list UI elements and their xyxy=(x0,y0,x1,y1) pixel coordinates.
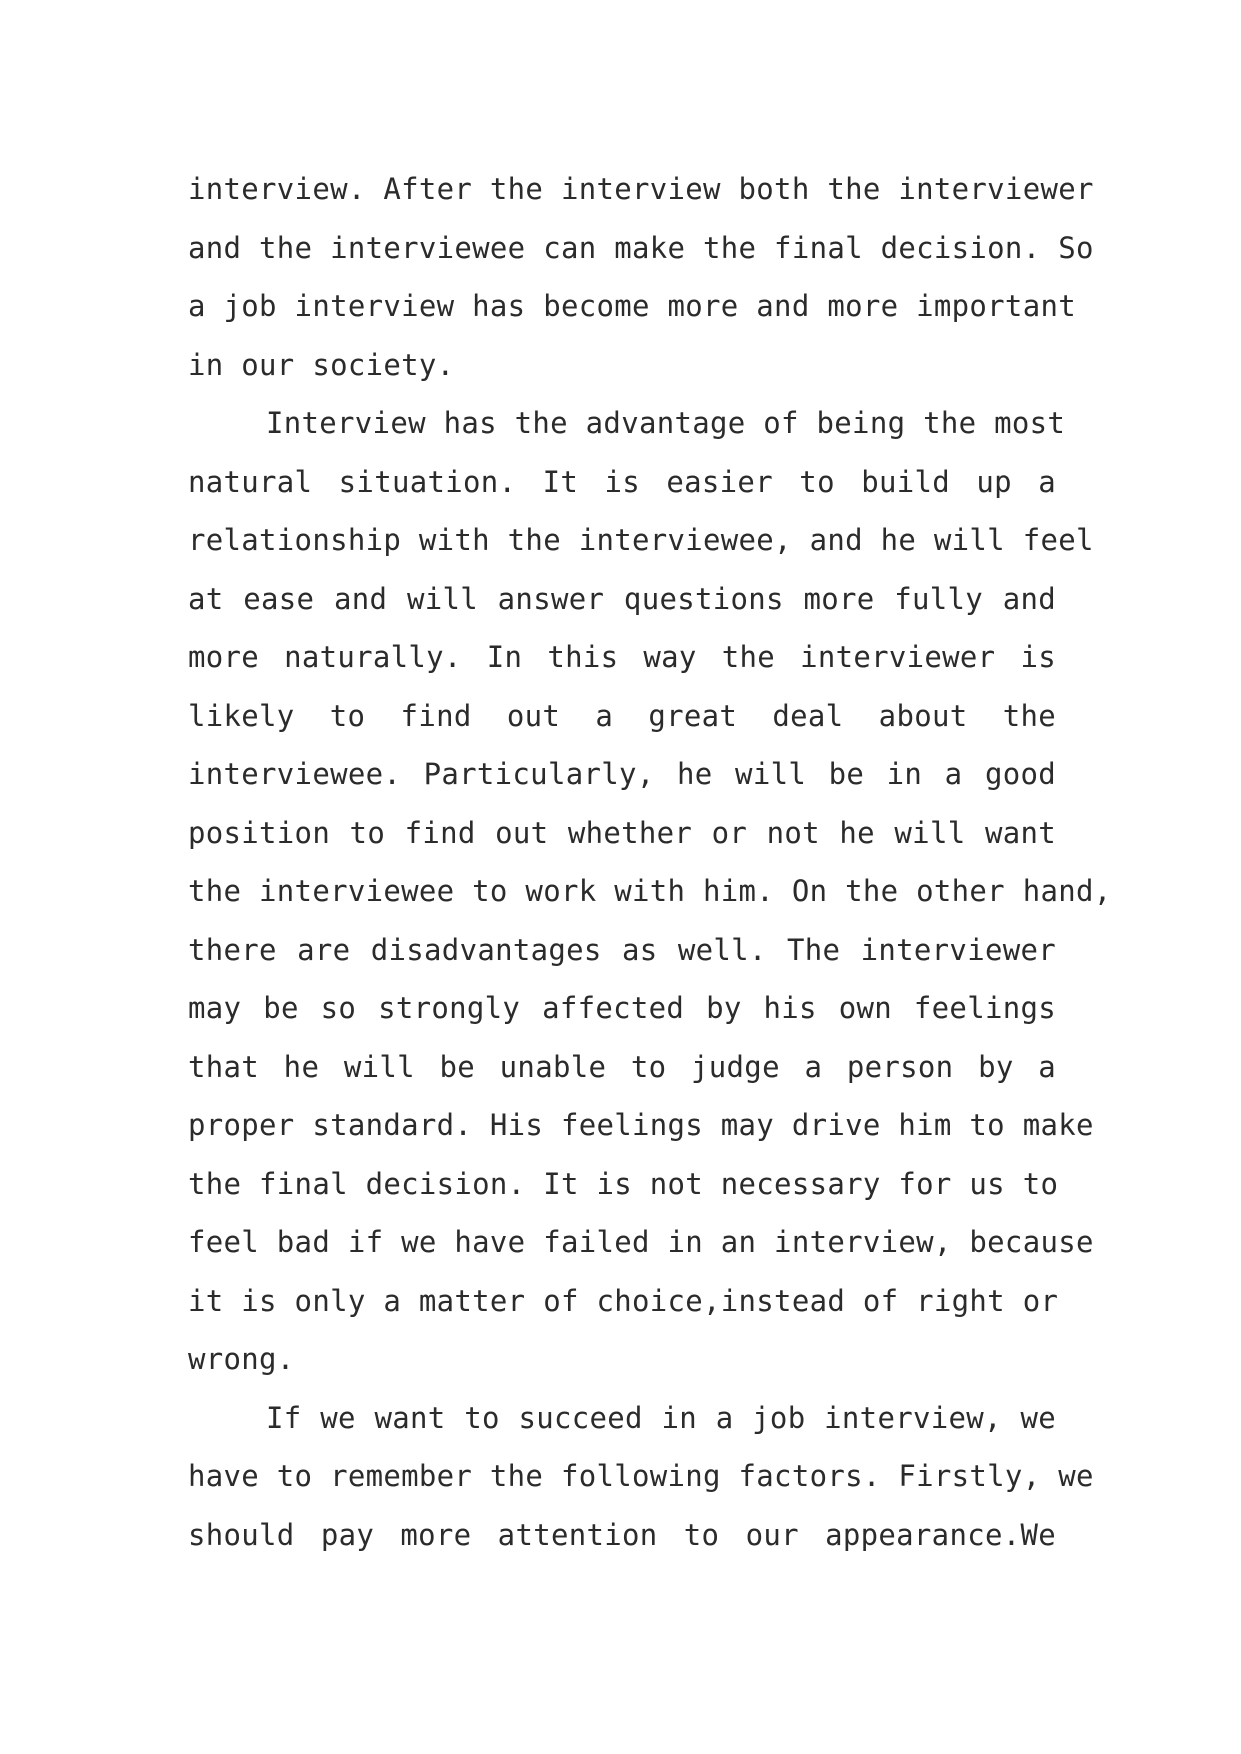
text-line: more naturally. In this way the interviewer is xyxy=(188,640,1056,674)
text-line: may be so strongly affected by his own feelings xyxy=(188,991,1056,1025)
text-line: relationship with the interviewee, and he will feel xyxy=(188,523,1094,557)
text-line: wrong. xyxy=(188,1342,295,1376)
text-line: in our society. xyxy=(188,347,455,382)
text-line: a job interview has become more and more important xyxy=(188,289,1076,323)
text-line: should pay more attention to our appearance.We xyxy=(188,1517,1056,1552)
text-line: it is only a matter of choice,instead of right or xyxy=(188,1283,1059,1318)
text-line: proper standard. His feelings may drive him to make xyxy=(188,1108,1094,1142)
text-line: position to find out whether or not he will want xyxy=(188,815,1056,850)
text-line: the interviewee to work with him. On the other hand, xyxy=(188,874,1112,908)
text-line: the final decision. It is not necessary for us to xyxy=(188,1166,1059,1201)
document-body xyxy=(188,160,1112,1564)
text-line: and the interviewee can make the final decision. So xyxy=(188,230,1094,265)
text-line: have to remember the following factors. Firstly, we xyxy=(188,1459,1094,1493)
text-line: that he will be unable to judge a person by a xyxy=(188,1049,1056,1084)
text-line: feel bad if we have failed in an interview, because xyxy=(188,1225,1094,1259)
text-line: there are disadvantages as well. The interviewer xyxy=(188,932,1056,967)
text-line: If we want to succeed in a job interview, we xyxy=(266,1400,1056,1435)
text-line: interviewee. Particularly, he will be in a good xyxy=(188,757,1056,791)
text-line: natural situation. It is easier to build up a xyxy=(188,464,1056,499)
text-line: Interview has the advantage of being the most xyxy=(266,406,1066,440)
text-line: at ease and will answer questions more fully and xyxy=(188,581,1056,616)
text-line: interview. After the interview both the interviewer xyxy=(188,172,1094,206)
text-line: likely to find out a great deal about the xyxy=(188,698,1056,733)
